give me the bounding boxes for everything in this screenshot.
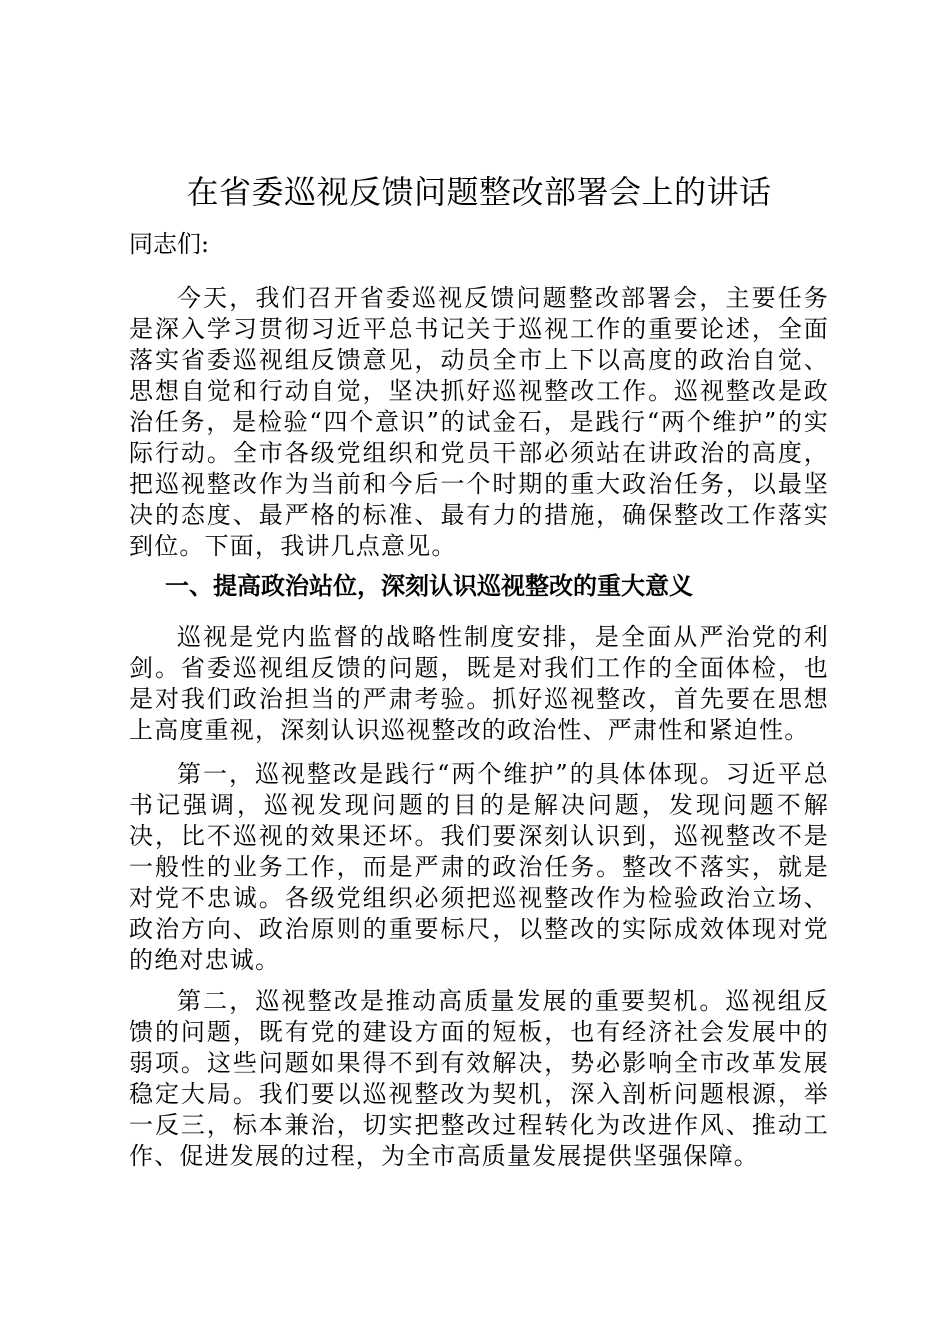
body-paragraph: 第一，巡视整改是践行“两个维护”的具体体现。习近平总书记强调，巡视发现问题的目的是解决问题，发现问题不解决，比不巡视的效果还坏。我们要深刻认识到，巡视整改不是一般性的业务工作，而是严肃的政治任务。整改不落实，就是对党不忠诚。各级党组织必须把巡视整改作为检验政治立场、政治方向、政治原则的重要标尺，以整改的实际成效体现对党的绝对忠诚。	[129, 760, 829, 974]
body-paragraph: 巡视是党内监督的战略性制度安排，是全面从严治党的利剑。省委巡视组反馈的问题，既是对我们工作的全面体检，也是对我们政治担当的严肃考验。抓好巡视整改，首先要在思想上高度重视，深刻认识巡视整改的政治性、严肃性和紧迫性。	[129, 623, 829, 744]
intro-paragraph: 今天，我们召开省委巡视反馈问题整改部署会，主要任务是深入学习贯彻习近平总书记关于巡视工作的重要论述，全面落实省委巡视组反馈意见，动员全市上下以高度的政治自觉、思想自觉和行动自觉，坚决抓好巡视整改工作。巡视整改是政治任务，是检验“四个意识”的试金石，是践行“两个维护”的实际行动。全市各级党组织和党员干部必须站在讲政治的高度，把巡视整改作为当前和今后一个时期的重大政治任务，以最坚决的态度、最严格的标准、最有力的措施，确保整改工作落实到位。下面，我讲几点意见。	[129, 284, 829, 560]
salutation: 同志们:	[129, 230, 210, 258]
section-heading: 一、提高政治站位，深刻认识巡视整改的重大意义	[165, 572, 693, 600]
document-title: 在省委巡视反馈问题整改部署会上的讲话	[186, 173, 772, 211]
body-paragraph: 第二，巡视整改是推动高质量发展的重要契机。巡视组反馈的问题，既有党的建设方面的短板，也有经济社会发展中的弱项。这些问题如果得不到有效解决，势必影响全市改革发展稳定大局。我们要以巡视整改为契机，深入剖析问题根源，举一反三，标本兼治，切实把整改过程转化为改进作风、推动工作、促进发展的过程，为全市高质量发展提供坚强保障。	[129, 987, 829, 1170]
